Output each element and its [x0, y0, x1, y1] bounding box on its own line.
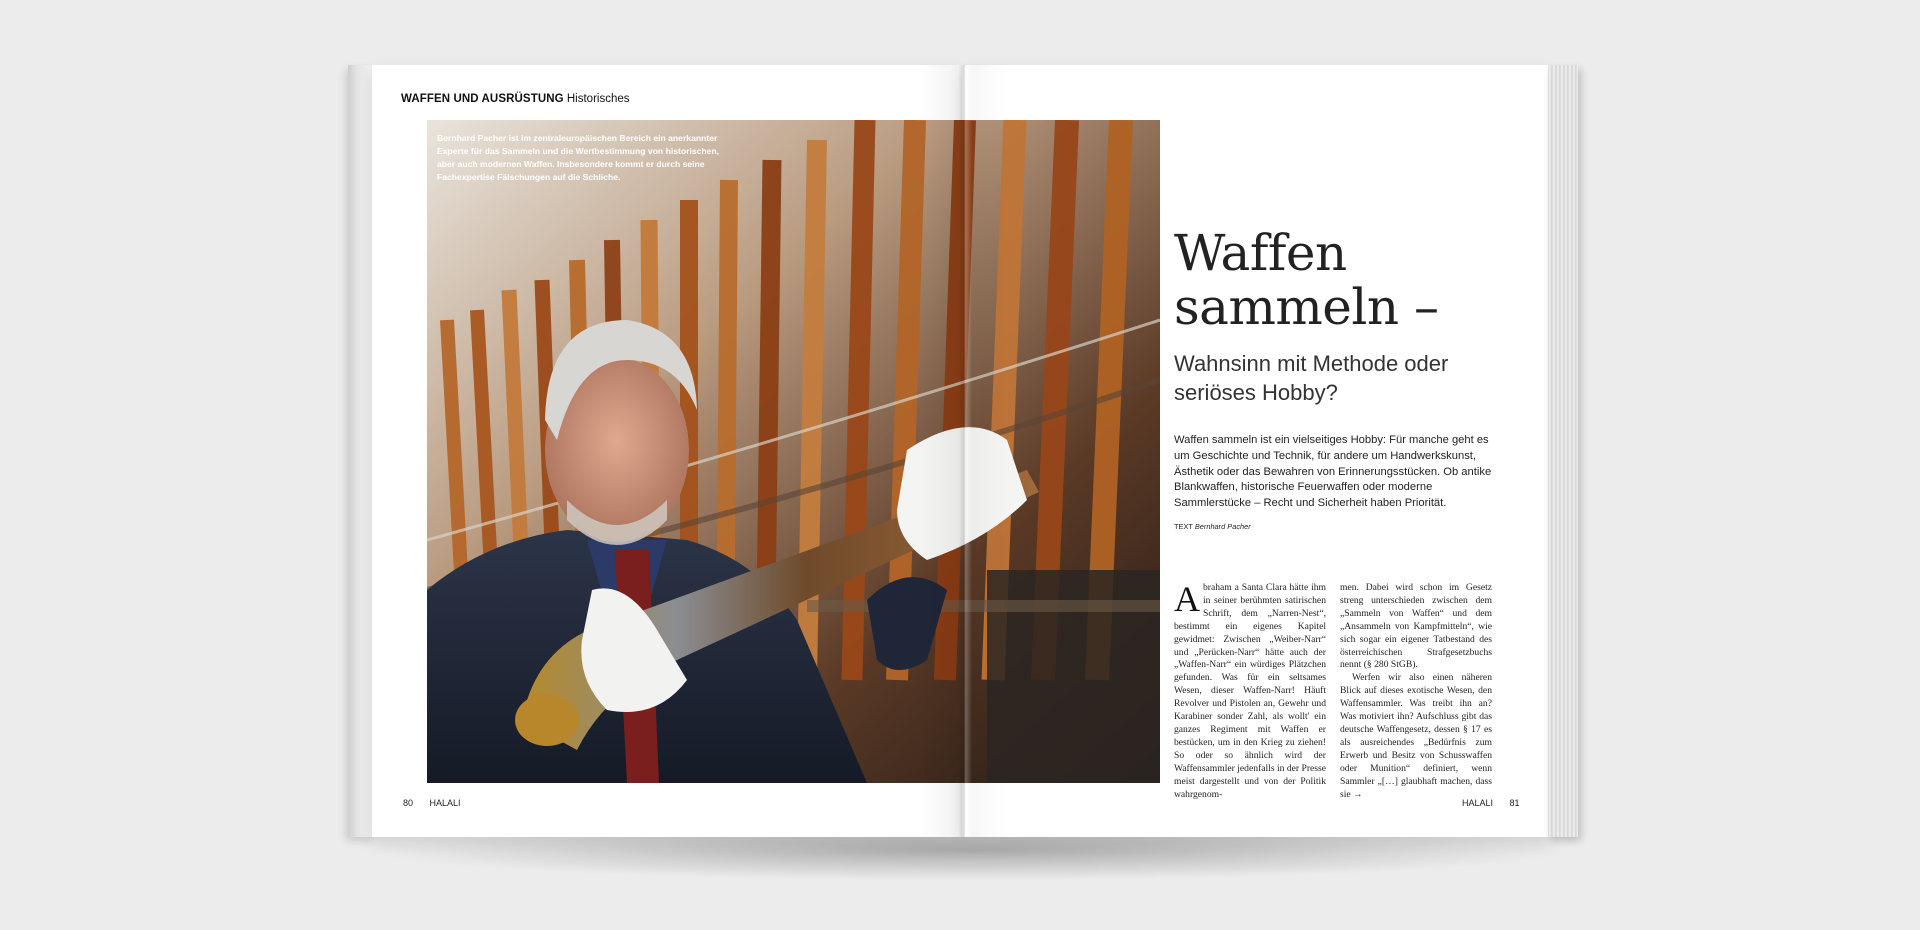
right-folio [1462, 798, 1520, 808]
section-title: WAFFEN UND AUSRÜSTUNG [401, 93, 564, 105]
title-line-2: sammeln – [1174, 278, 1439, 336]
body-text-1: braham a Santa Clara hätte ihm in seiner berühmten satirischen Schrift, dem „Narren-Nest“, bestimmt ein eigenes Kapitel gewidmet: Zwischen „Weiber-Narr“ und „Perücken-Narr“ hätte auch der „Waffen-Narr“ ein würdiges Plätzchen gefunden. Was für ein seltsames Wesen, dieser Waffen-Narr! Häuft Revolver und Pistolen an, Gewehr und Karabiner sonder Zahl, als wollt' ein ganzes Regiment mit Waffen er bestücken, um in den Krieg zu ziehen! So oder so ähnlich wird der Waffensammler jedenfalls in der Presse meist dargestellt und von der Politik wahrgenom- [1174, 582, 1326, 800]
credit-label: TEXT [1174, 522, 1193, 531]
left-folio [403, 798, 461, 808]
left-page-number: 80 [403, 798, 414, 808]
article-intro: Waffen sammeln ist ein vielseitiges Hobby: Für manche geht es um Geschichte und Technik, für andere um Handwerkskunst, Ästhetik oder das Bewahren von Erinnerungsstücken. Ob antike Blankwaffen, historische Feuerwaffen oder moderne Sammlerstücke – Recht und Sicherheit haben Priorität. [1174, 434, 1492, 510]
right-page-stack [1548, 65, 1578, 837]
author-credit [1174, 522, 1251, 531]
photo-illustration [427, 120, 1160, 783]
left-page-stack [348, 65, 374, 837]
article-subtitle: Wahnsinn mit Methode oder seriöses Hobby? [1174, 351, 1449, 405]
drop-cap: A [1174, 579, 1200, 619]
body-column-2 [1340, 582, 1492, 801]
left-magazine-name: HALALI [429, 798, 461, 808]
section-subtitle: Historisches [566, 93, 630, 105]
feature-photo [427, 120, 1160, 783]
body-text-2b: Werfen wir also einen näheren Blick auf dieses exotische Wesen, den Waffensammler. Was treibt ihn an? Was motiviert ihn? Aufschluss gibt das deutsche Waffengesetz, dessen § 17 es als ausreichendes „Bedürfnis zum Erwerb und Besitz von Schusswaffen oder Munition“ definiert, wenn Sammler „[…] glaubhaft machen, dass sie → [1340, 672, 1492, 800]
article-title [1174, 226, 1504, 334]
credit-author: Bernhard Pacher [1194, 522, 1251, 531]
photo-caption: Bernhard Pacher ist im zentraleuropäischen Bereich ein anerkannter Experte für das Sammeln und die Wertbestimmung von historischen, aber auch modernen Waffen. Insbesondere kommt er durch seine Fachexpertise Fälschungen auf die Schliche. [437, 133, 720, 182]
body-column-1 [1174, 579, 1326, 801]
title-line-1: Waffen [1174, 224, 1347, 282]
right-page-number: 81 [1509, 798, 1520, 808]
section-header [401, 93, 630, 105]
body-text-2a: men. Dabei wird schon im Gesetz streng unterschieden zwischen dem „Sammeln von Waffen“ und dem „Ansammeln von Kampfmitteln“, wie sich sogar ein eigener Tatbestand des österreichischen Strafgesetzbuchs nennt (§ 280 StGB). [1340, 582, 1492, 671]
right-magazine-name: HALALI [1462, 798, 1494, 808]
